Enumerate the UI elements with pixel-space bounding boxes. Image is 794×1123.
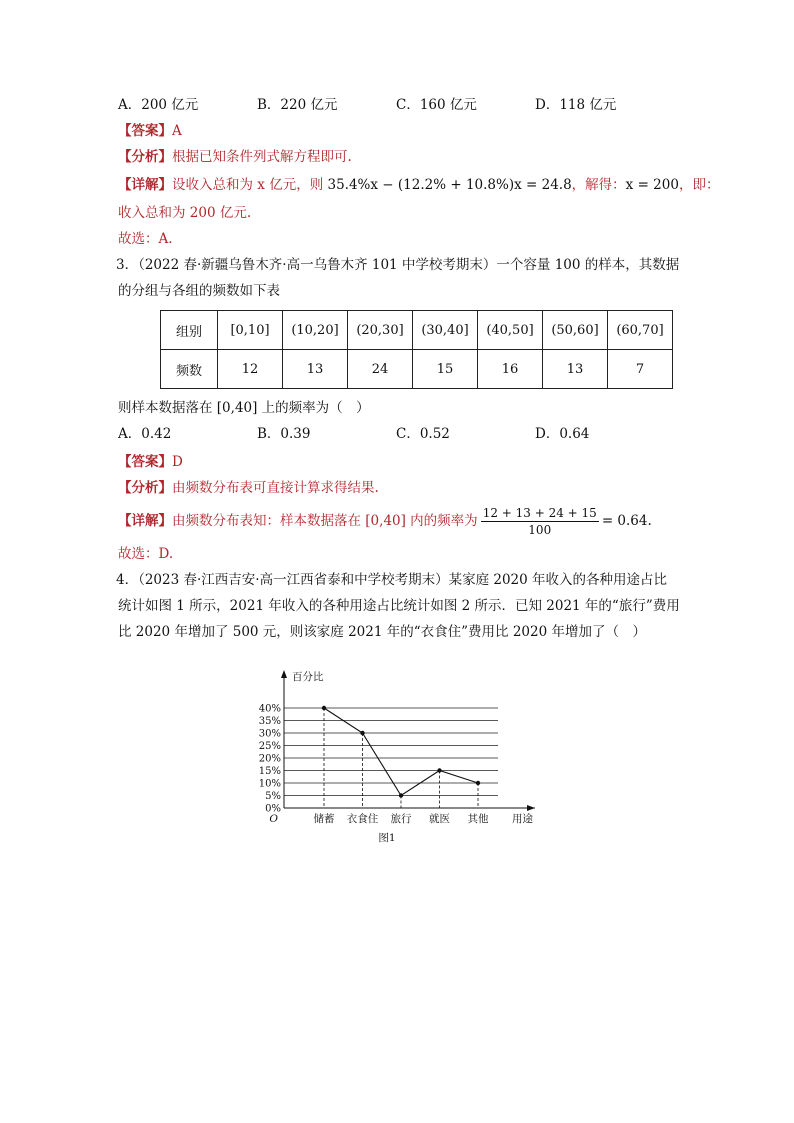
q3-option-b[interactable]: B．0.39	[257, 426, 311, 442]
q2-analysis	[118, 144, 688, 170]
x-tick-label: 其他	[467, 813, 489, 825]
fraction-denominator: 100	[528, 523, 552, 537]
figure-caption: 图1	[378, 832, 396, 844]
series-line	[324, 708, 478, 796]
count-cell: 15	[413, 350, 478, 389]
analysis-text: 由频数分布表可直接计算求得结果.	[172, 480, 379, 496]
data-point	[322, 706, 326, 710]
count-cell: 12	[218, 350, 283, 389]
table-row-groups	[161, 311, 673, 350]
group-cell: (20,30]	[348, 311, 413, 350]
detail-tag: 【详解】	[118, 177, 172, 193]
answer-value: A	[172, 123, 182, 139]
detail-solution: x = 200	[625, 177, 679, 193]
q2-option-c[interactable]: C．160 亿元	[396, 97, 477, 113]
data-point	[476, 781, 480, 785]
group-cell: [0,10]	[218, 311, 283, 350]
group-cell: (60,70]	[608, 311, 673, 350]
q3-detail	[118, 501, 688, 541]
detail-tag: 【详解】	[118, 513, 172, 529]
q3-answer	[118, 449, 688, 475]
data-point	[360, 731, 364, 735]
q4-stem-line1: 4．（2023 春·江西吉安·高一江西省泰和中学校考期末）某家庭 2020 年收入的各种用途占比	[116, 572, 668, 588]
frequency-table	[160, 310, 673, 389]
q2-conclusion: 故选：A.	[118, 231, 173, 247]
y-tick-label: 35%	[258, 716, 281, 727]
y-tick-label: 40%	[258, 703, 281, 715]
answer-value: D	[172, 454, 183, 470]
group-cell: (40,50]	[478, 311, 543, 350]
usage-percentage-chart	[250, 664, 550, 850]
data-point	[399, 793, 403, 797]
q2-answer	[118, 118, 688, 144]
q3-option-d[interactable]: D．0.64	[535, 426, 590, 442]
y-axis-arrow	[281, 670, 287, 678]
q2-option-d[interactable]: D．118 亿元	[535, 97, 617, 113]
count-cell: 16	[478, 350, 543, 389]
detail-post: ，即：	[678, 177, 720, 193]
q3-stem-line1: 3．（2022 春·新疆乌鲁木齐·高一乌鲁木齐 101 中学校考期末）一个容量 100 的样本，其数据	[116, 257, 680, 273]
count-cell: 13	[283, 350, 348, 389]
row-header-groups: 组别	[161, 311, 218, 350]
answer-tag: 【答案】	[118, 123, 172, 139]
q3-option-a[interactable]: A．0.42	[118, 426, 172, 442]
x-tick-label: 衣食住	[346, 813, 379, 825]
q2-detail-line2: 收入总和为 200 亿元.	[118, 205, 252, 221]
group-cell: (30,40]	[413, 311, 478, 350]
q3-stem-line2: 的分组与各组的频数如下表	[118, 283, 280, 299]
q3-analysis	[118, 475, 688, 501]
q4-stem-line2: 统计如图 1 所示，2021 年收入的各种用途占比统计如图 2 所示．已知 2021 年的“旅行”费用	[118, 598, 680, 614]
analysis-tag: 【分析】	[118, 149, 172, 165]
detail-mid: ，解得：	[571, 177, 626, 193]
figure-1	[250, 664, 550, 854]
y-tick-label: 15%	[258, 766, 281, 777]
q3-conclusion: 故选：D.	[118, 546, 174, 562]
document-page	[116, 92, 720, 645]
q3-option-c[interactable]: C．0.52	[396, 426, 450, 442]
detail-post: = 0.64.	[601, 513, 652, 529]
analysis-text: 根据已知条件列式解方程即可.	[172, 149, 352, 165]
answer-tag: 【答案】	[118, 454, 172, 470]
y-tick-label: 5%	[265, 791, 281, 802]
x-tick-label: 旅行	[390, 813, 412, 825]
q2-detail	[118, 170, 720, 200]
group-cell: (10,20]	[283, 311, 348, 350]
x-tick-label: 储蓄	[313, 813, 335, 825]
y-tick-label: 10%	[258, 778, 281, 790]
q2-options	[118, 92, 688, 118]
data-point	[437, 768, 441, 772]
table-row-counts	[161, 350, 673, 389]
x-axis-label: 用途	[512, 813, 533, 825]
count-cell: 24	[348, 350, 413, 389]
q4-stem-line3: 比 2020 年增加了 500 元，则该家庭 2021 年的“衣食住”费用比 2020 年增加了（ ）	[118, 624, 646, 640]
q2-option-b[interactable]: B．220 亿元	[257, 97, 338, 113]
count-cell: 13	[543, 350, 608, 389]
count-cell: 7	[608, 350, 673, 389]
q2-option-a[interactable]: A．200 亿元	[118, 97, 199, 113]
detail-pre: 由频数分布表知：样本数据落在 [0,40] 内的频率为	[172, 513, 478, 529]
detail-equation: 35.4%x − (12.2% + 10.8%)x = 24.8	[327, 177, 572, 193]
fraction-numerator: 12 + 13 + 24 + 15	[482, 506, 597, 520]
y-tick-label: 20%	[258, 753, 281, 765]
row-header-counts: 频数	[161, 350, 218, 389]
y-tick-label: 25%	[258, 741, 281, 752]
y-axis-label: 百分比	[292, 671, 324, 683]
x-axis-arrow	[527, 805, 535, 811]
detail-pre: 设收入总和为 x 亿元，则	[172, 177, 328, 193]
q3-question: 则样本数据落在 [0,40] 上的频率为（ ）	[118, 400, 370, 416]
analysis-tag: 【分析】	[118, 480, 172, 496]
group-cell: (50,60]	[543, 311, 608, 350]
origin-label: O	[269, 813, 278, 825]
y-tick-label: 0%	[265, 803, 281, 815]
q3-options	[118, 421, 688, 447]
x-tick-label: 就医	[429, 813, 450, 825]
frequency-fraction	[481, 506, 599, 537]
y-tick-label: 30%	[258, 728, 281, 740]
